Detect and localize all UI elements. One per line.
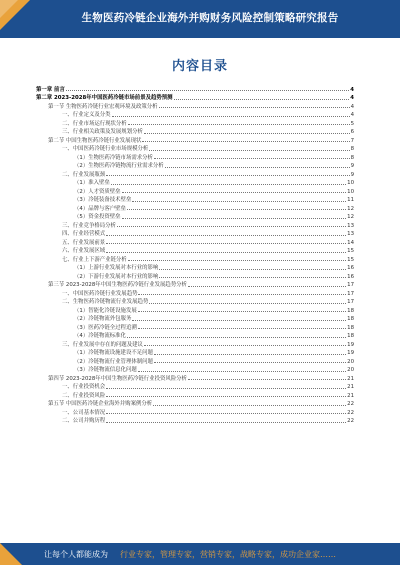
toc-entry[interactable] — [36, 280, 354, 289]
toc-entry[interactable] — [36, 416, 354, 425]
toc-entry[interactable] — [36, 271, 354, 280]
toc-entry-page: 10 — [347, 180, 354, 186]
toc-dot-leader — [138, 311, 346, 312]
toc-entry[interactable] — [36, 127, 354, 136]
toc-dot-leader — [112, 116, 350, 117]
toc-entry-page: 16 — [347, 265, 354, 271]
toc-entry-label: （1）智能化冷链设施发展 — [74, 307, 137, 314]
toc-entry-page: 18 — [347, 316, 354, 322]
toc-entry[interactable] — [36, 229, 354, 238]
toc-dot-leader — [127, 209, 346, 210]
toc-entry-label: 三、行业竞争格局分析 — [62, 222, 116, 229]
toc-entry[interactable] — [36, 212, 354, 221]
footer-corner-decoration — [0, 543, 22, 565]
toc-entry[interactable] — [36, 331, 354, 340]
toc-entry-page: 4 — [350, 103, 354, 110]
footer-bar — [0, 543, 400, 565]
toc-entry[interactable] — [36, 254, 354, 263]
toc-entry[interactable] — [36, 144, 354, 153]
toc-entry-page: 7 — [350, 137, 354, 144]
toc-entry[interactable] — [36, 169, 354, 178]
toc-entry-label: （1）准入壁垒 — [74, 180, 110, 186]
toc-dot-leader — [117, 226, 346, 227]
toc-entry-page: 22 — [347, 418, 354, 424]
toc-entry-page: 17 — [347, 290, 354, 297]
toc-entry-label: （2）生物医药冷链物流行业需求分析 — [74, 163, 164, 169]
toc-entry[interactable] — [36, 399, 354, 408]
toc-entry-label: 第二章 2023-2028年中国医药冷链市场前景及趋势预测 — [36, 95, 173, 101]
toc-dot-leader — [159, 269, 346, 270]
toc-entry[interactable] — [36, 101, 354, 110]
toc-entry-page: 4 — [350, 95, 354, 101]
toc-entry[interactable] — [36, 356, 354, 365]
toc-entry-label: 二、生物医药冷链物流行业发展趋势 — [62, 299, 149, 305]
toc-dot-leader — [138, 371, 346, 372]
toc-entry-label: （4）冷链物流标准化 — [74, 333, 126, 339]
toc-entry-page: 22 — [347, 401, 354, 407]
toc-entry-page: 21 — [347, 384, 354, 390]
toc-dot-leader — [165, 167, 350, 168]
toc-entry-label: 二、行业投资风险 — [62, 392, 106, 399]
toc-heading: 内容目录 — [171, 59, 228, 74]
toc-entry[interactable] — [36, 161, 354, 170]
toc-entry-page: 18 — [347, 307, 354, 314]
toc-entry-label: （2）人才资质壁垒 — [74, 188, 121, 195]
toc-entry-page: 21 — [347, 375, 354, 382]
toc-entry-page: 8 — [350, 154, 354, 161]
toc-dot-leader — [132, 201, 346, 202]
toc-dot-leader — [106, 396, 346, 397]
toc-entry-label: 二、行业市场运行现状分析 — [62, 120, 127, 127]
toc-dot-leader — [159, 107, 350, 108]
toc-dot-leader — [127, 337, 346, 338]
toc-entry-page: 16 — [347, 273, 354, 280]
toc-entry[interactable] — [36, 373, 354, 382]
toc-dot-leader — [106, 235, 346, 236]
toc-dot-leader — [144, 133, 350, 134]
toc-dot-leader — [128, 260, 346, 261]
toc-entry[interactable] — [36, 93, 354, 102]
toc-dot-leader — [106, 413, 346, 414]
toc-entry[interactable] — [36, 152, 354, 161]
toc-entry[interactable] — [36, 390, 354, 399]
toc-entry[interactable] — [36, 382, 354, 391]
toc-entry[interactable] — [36, 297, 354, 306]
toc-entry-page: 21 — [347, 392, 354, 399]
toc-entry[interactable] — [36, 186, 354, 195]
toc-entry-label: 二、公司并购历程 — [62, 418, 106, 424]
report-title: 生物医药冷链企业海外并购财务风险控制策略研究报告 — [81, 12, 339, 24]
toc-entry-label: 七、行业上下游产业链分析 — [62, 256, 127, 263]
toc-entry-page: 5 — [350, 120, 354, 127]
toc-entry-page: 15 — [347, 248, 354, 254]
toc-dot-leader — [138, 328, 346, 329]
toc-entry-page: 17 — [347, 299, 354, 305]
toc-dot-leader — [142, 141, 349, 142]
toc-entry[interactable] — [36, 237, 354, 246]
toc-entry-label: 一、公司基本情况 — [62, 409, 106, 416]
toc-dot-leader — [106, 422, 346, 423]
toc-entry-page: 12 — [347, 214, 354, 220]
toc-entry[interactable] — [36, 246, 354, 255]
toc-entry-page: 20 — [347, 367, 354, 373]
toc-dot-leader — [149, 303, 346, 304]
toc-entry[interactable] — [36, 322, 354, 331]
toc-dot-leader — [122, 192, 347, 193]
toc-entry-page: 14 — [347, 239, 354, 246]
toc-entry-label: 第五节 中国医药冷链企业海外并购案例分析 — [48, 401, 153, 407]
toc-dot-leader — [128, 124, 350, 125]
toc-dot-leader — [159, 277, 346, 278]
toc-entry-page: 22 — [347, 409, 354, 416]
toc-entry[interactable] — [36, 178, 354, 187]
toc-entry-label: 五、行业发展前景 — [62, 239, 106, 246]
toc-dot-leader — [106, 175, 349, 176]
toc-dot-leader — [174, 99, 350, 100]
toc-entry[interactable] — [36, 348, 354, 357]
table-of-contents — [36, 84, 354, 424]
toc-entry-label: （3）医药冷链全过程追溯 — [74, 324, 137, 331]
toc-dot-leader — [111, 184, 346, 185]
toc-entry[interactable] — [36, 407, 354, 416]
toc-entry-page: 8 — [350, 146, 354, 152]
toc-entry[interactable] — [36, 339, 354, 348]
footer-tagline: 行业专家，管理专家，营销专家，战略专家，成功企业家…… — [120, 550, 336, 559]
toc-dot-leader — [188, 286, 346, 287]
toc-dot-leader — [122, 218, 347, 219]
toc-entry-page: 6 — [350, 129, 354, 135]
toc-dot-leader — [138, 294, 346, 295]
toc-dot-leader — [106, 252, 346, 253]
toc-entry[interactable] — [36, 118, 354, 127]
toc-entry-label: （1）生物医药冷链市场需求分析 — [74, 154, 153, 161]
toc-entry-page: 4 — [350, 112, 354, 118]
toc-entry-page: 10 — [347, 188, 354, 195]
toc-entry-label: 第四节 2023-2028年中国生物医药冷链行业投资风险分析 — [48, 375, 187, 382]
toc-entry-label: 一、中国医药冷链行业发展趋势 — [62, 290, 138, 297]
footer-slogan: 让每个人都能成为 — [44, 550, 108, 559]
toc-entry-page: 12 — [347, 205, 354, 212]
report-header-bar — [0, 0, 400, 38]
toc-entry-label: 六、行业发展区域 — [62, 248, 106, 254]
toc-entry[interactable] — [36, 314, 354, 323]
toc-entry-label: 三、行业相关政策及发展规划分析 — [62, 129, 143, 135]
toc-dot-leader — [149, 150, 349, 151]
toc-entry[interactable] — [36, 365, 354, 374]
header-corner-highlight — [0, 0, 18, 18]
toc-dot-leader — [154, 158, 350, 159]
toc-entry-label: （2）下游行业发展对本行业的影响 — [74, 273, 159, 280]
toc-entry-page: 20 — [347, 358, 354, 365]
toc-dot-leader — [66, 90, 349, 91]
toc-entry-label: （2）冷链物流行业管理体制问题 — [74, 358, 153, 365]
toc-entry-page: 18 — [347, 333, 354, 339]
toc-entry-label: 四、行业经营模式 — [62, 231, 106, 237]
toc-dot-leader — [154, 362, 346, 363]
toc-dot-leader — [188, 379, 346, 380]
toc-entry-label: （1）上游行业发展对本行业的影响 — [74, 265, 159, 271]
toc-dot-leader — [132, 320, 346, 321]
toc-entry-page: 11 — [347, 197, 354, 203]
toc-entry[interactable] — [36, 135, 354, 144]
toc-entry-page: 17 — [347, 282, 354, 288]
toc-dot-leader — [106, 388, 346, 389]
toc-entry-label: 二、行业发展瓶颈 — [62, 171, 106, 178]
toc-entry[interactable] — [36, 263, 354, 272]
toc-entry[interactable] — [36, 203, 354, 212]
toc-entry[interactable] — [36, 220, 354, 229]
toc-entry-page: 9 — [350, 171, 354, 178]
toc-entry-page: 9 — [350, 163, 354, 169]
toc-entry-label: 三、行业发展中存在的问题及建议 — [62, 341, 143, 348]
toc-entry-label: （3）冷链装备技术壁垒 — [74, 197, 132, 203]
toc-entry-label: （5）资金投资壁垒 — [74, 214, 121, 220]
toc-entry[interactable] — [36, 305, 354, 314]
toc-entry-label: 第一章 前言 — [36, 86, 65, 93]
toc-entry-page: 13 — [347, 231, 354, 237]
toc-dot-leader — [153, 405, 346, 406]
toc-entry-page: 15 — [347, 256, 354, 263]
toc-entry-label: 第二节 中国生物医药冷链行业发展现状 — [48, 137, 142, 144]
toc-entry-page: 19 — [347, 350, 354, 356]
toc-entry-label: （4）品牌与客户壁垒 — [74, 205, 126, 212]
toc-entry-label: （2）冷链物流外包服务 — [74, 316, 132, 322]
toc-entry[interactable] — [36, 195, 354, 204]
toc-entry-label: （1）冷链物流设施建设不足问题 — [74, 350, 153, 356]
toc-entry-page: 4 — [350, 86, 354, 93]
toc-entry-page: 18 — [347, 324, 354, 331]
toc-entry[interactable] — [36, 110, 354, 119]
toc-entry-label: （3）冷链物流信息化问题 — [74, 367, 137, 373]
toc-entry[interactable] — [36, 84, 354, 93]
toc-entry-page: 19 — [347, 341, 354, 348]
toc-dot-leader — [144, 345, 346, 346]
toc-entry-page: 13 — [347, 222, 354, 229]
toc-entry[interactable] — [36, 288, 354, 297]
toc-entry-label: 一、行业投资机会 — [62, 384, 106, 390]
toc-entry-label: 第三节 2023-2028年中国生物医药冷链行业发展趋势分析 — [48, 282, 187, 288]
toc-dot-leader — [106, 243, 346, 244]
toc-dot-leader — [154, 354, 346, 355]
toc-entry-label: 一、行业定义及分类 — [62, 112, 111, 118]
toc-entry-label: 第一节 生物医药冷链行业宏观环境及政策分析 — [48, 103, 158, 110]
toc-entry-label: 一、中国医药冷链行业市场规模分析 — [62, 146, 149, 152]
